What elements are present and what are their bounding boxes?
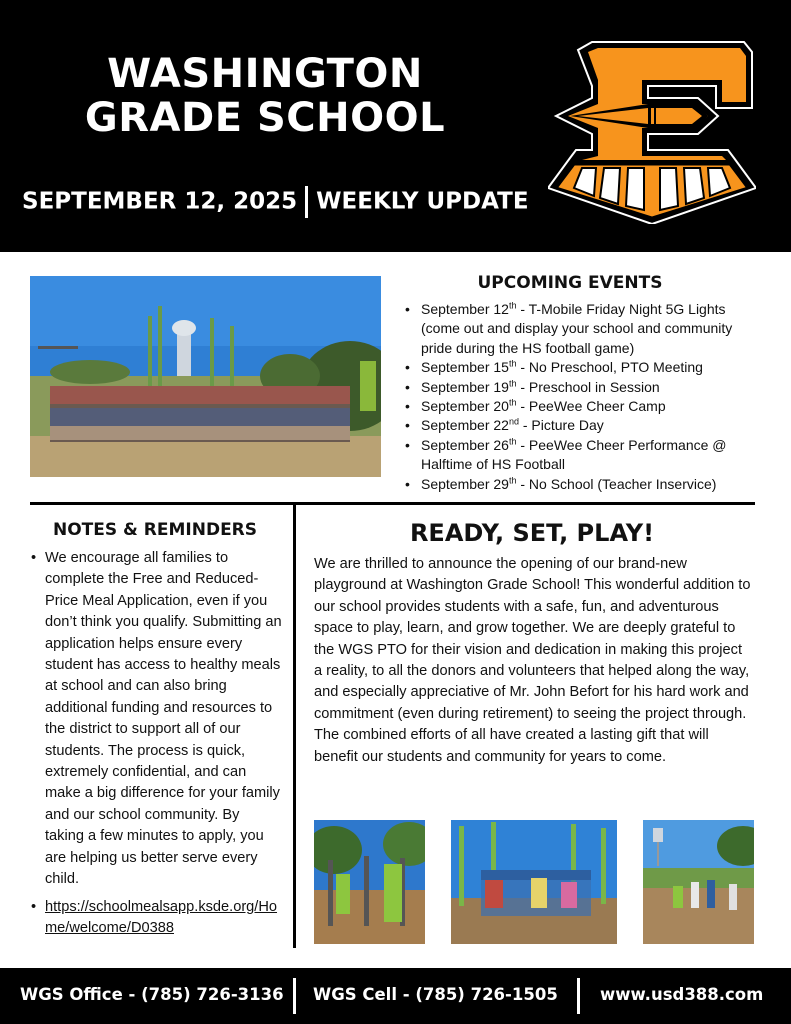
event-item: • September 15th - No Preschool, PTO Meeting xyxy=(402,358,754,377)
office-phone: WGS Office - (785) 726-3136 xyxy=(20,985,284,1004)
play-heading: READY, SET, PLAY! xyxy=(409,519,655,547)
event-item: • September 12th - T-Mobile Friday Night 5G Lights (come out and display your school and community pride during the HS football game) xyxy=(402,300,754,358)
newsletter-subtitle xyxy=(22,186,529,218)
subtitle-divider xyxy=(305,186,308,218)
newsletter-date: SEPTEMBER 12, 2025 xyxy=(22,188,298,215)
footer-divider xyxy=(577,978,580,1014)
notes-heading: NOTES & REMINDERS xyxy=(52,520,258,540)
notes-list xyxy=(30,548,282,939)
note-item xyxy=(30,897,282,940)
playground-photo-2 xyxy=(451,820,617,944)
events-heading: UPCOMING EVENTS xyxy=(477,273,663,293)
note-item: • We encourage all families to complete the Free and Reduced-Price Meal Application, even if you don’t think you qualify. Submitting an application helps ensure every student has access to healthy meals at school and can also bring additional funding and resources to the district to support all of our students. The process is quick, extremely confidential, and can make a big difference for your family and our school community. By taking a few minutes to apply, you are helping us better serve every child. xyxy=(30,548,282,891)
playground-photo-1 xyxy=(314,820,425,944)
event-item: • September 29th - No School (Teacher Inservice) xyxy=(402,475,754,494)
meal-application-link[interactable]: https://schoolmealsapp.ksde.org/Home/welcome/D0388 xyxy=(45,898,278,936)
play-body: We are thrilled to announce the opening of our brand-new playground at Washington Grade School! This wonderful addition to our school provides students with a safe, fun, and adventurous space to play, learn, and grow together. We are deeply grateful to the WGS PTO for their vision and dedication in making this project a reality, to all the donors and volunteers that helped along the way, and especially appreciative of Mr. John Befort for his hard work and commitment (even during retirement) to seeing the project through. The combined efforts of all have created a lasting gift that will benefit our students and community for years to come. xyxy=(314,556,751,765)
event-item: • September 26th - PeeWee Cheer Performance @ Halftime of HS Football xyxy=(402,436,754,475)
footer-divider xyxy=(293,978,296,1014)
orange-e-spike-logo-icon xyxy=(548,38,756,224)
section-divider-horizontal xyxy=(30,502,755,505)
header-banner xyxy=(0,0,791,252)
event-item: • September 19th - Preschool in Session xyxy=(402,378,754,397)
newsletter-type: WEEKLY UPDATE xyxy=(316,188,529,215)
website-link[interactable]: www.usd388.com xyxy=(600,985,764,1004)
title-line-2: GRADE SCHOOL xyxy=(84,95,446,141)
title-line-1: WASHINGTON xyxy=(107,51,423,97)
event-item: • September 20th - PeeWee Cheer Camp xyxy=(402,397,754,416)
footer-bar xyxy=(0,968,791,1024)
cell-phone: WGS Cell - (785) 726-1505 xyxy=(313,985,558,1004)
school-title xyxy=(40,52,490,140)
event-item: • September 22nd - Picture Day xyxy=(402,416,754,435)
section-divider-vertical xyxy=(293,505,296,948)
events-list xyxy=(402,300,754,494)
group-photo xyxy=(30,276,381,477)
playground-photo-3 xyxy=(643,820,754,944)
